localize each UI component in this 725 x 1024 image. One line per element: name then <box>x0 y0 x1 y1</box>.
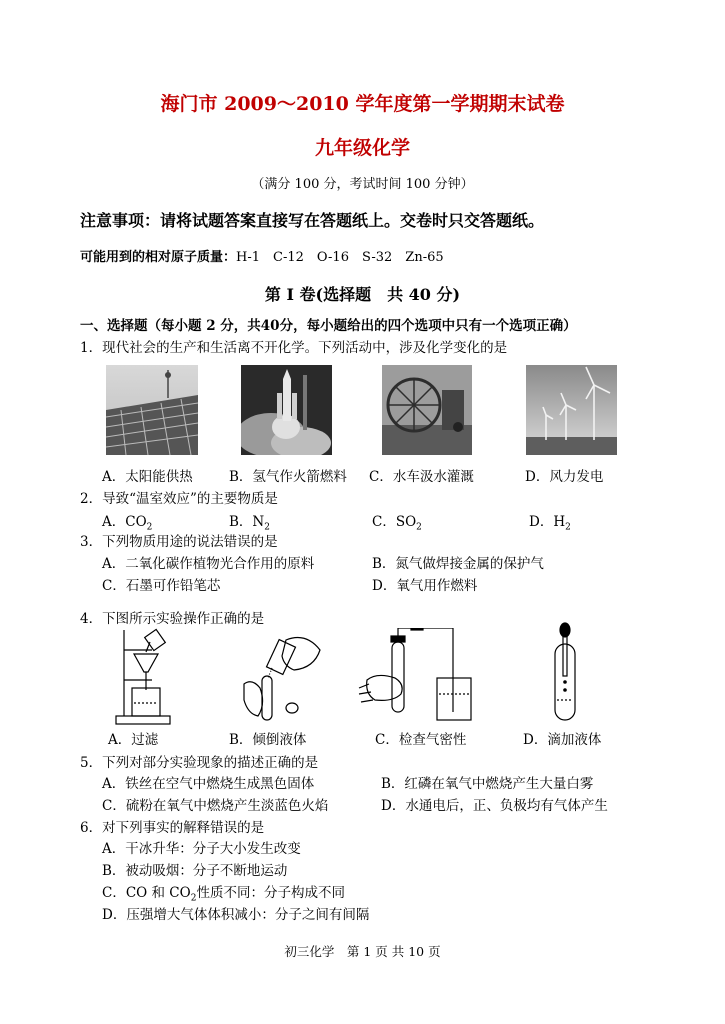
atomic-label: 可能用到的相对原子质量： <box>80 250 237 265</box>
exam-title: 海门市 2009～2010 学年度第一学期期末试卷 <box>160 93 565 115</box>
atomic-masses <box>80 246 444 265</box>
question-4-stem: 4．下图所示实验操作正确的是 <box>80 611 265 627</box>
waterwheel-photo <box>382 365 472 455</box>
q3-option-d: D．氧气用作燃料 <box>372 578 478 594</box>
q6-option-d: D．压强增大气体体积减小：分子之间有间隔 <box>102 907 370 923</box>
q2-option-d-text: D．H <box>529 514 566 530</box>
part-one-heading: 一、选择题（每小题 2 分，共40分，每小题给出的四个选项中只有一个选项正确） <box>80 318 577 334</box>
q6-option-c-sub: 2 <box>190 893 197 904</box>
q4-option-c: C．检查气密性 <box>375 732 467 748</box>
question-3-stem: 3．下列物质用途的说法错误的是 <box>80 534 278 550</box>
q4-option-b: B．倾倒液体 <box>229 732 307 748</box>
rocket-launch-photo <box>241 365 332 455</box>
q6-option-c-text: C．CO 和 CO <box>102 885 191 901</box>
pouring-liquid-drawing <box>238 628 328 726</box>
atomic-values: H-1 C-12 O-16 S-32 Zn-65 <box>236 250 444 265</box>
score-info: （满分 100 分，考试时间 100 分钟） <box>251 177 474 192</box>
q4-option-a: A．过滤 <box>108 732 159 748</box>
question-5-stem: 5．下列对部分实验现象的描述正确的是 <box>80 755 319 771</box>
solar-heater-photo <box>106 365 198 455</box>
q3-option-a: A．二氧化碳作植物光合作用的原料 <box>102 556 315 572</box>
q5-option-c: C．硫粉在氧气中燃烧产生淡蓝色火焰 <box>102 798 329 814</box>
notice: 注意事项：请将试题答案直接写在答题纸上。交卷时只交答题纸。 <box>80 211 545 230</box>
q6-option-b: B．被动吸烟：分子不断地运动 <box>102 863 288 879</box>
q3-option-c: C．石墨可作铅笔芯 <box>102 578 221 594</box>
question-6-stem: 6．对下列事实的解释错误的是 <box>80 820 265 836</box>
q6-option-a: A．干冰升华：分子大小发生改变 <box>102 841 301 857</box>
q5-option-d: D．水通电后，正、负极均有气体产生 <box>381 798 608 814</box>
q2-option-b-text: B．N <box>229 514 265 530</box>
question-1-stem: 1．现代社会的生产和生活离不开化学。下列活动中，涉及化学变化的是 <box>80 340 508 356</box>
q2-option-d <box>529 510 571 533</box>
section-title: 第 I 卷(选择题 共 40 分) <box>264 285 461 304</box>
q1-option-b: B．氢气作火箭燃料 <box>229 469 347 485</box>
q2-option-b-sub: 2 <box>264 522 270 533</box>
page-footer: 初三化学 第 1 页 共 10 页 <box>284 944 441 959</box>
q1-option-c: C．水车汲水灌溉 <box>369 469 474 485</box>
q5-option-a: A．铁丝在空气中燃烧生成黑色固体 <box>102 776 315 792</box>
airtightness-check-drawing <box>357 628 473 726</box>
q2-option-a-text: A．CO <box>102 514 147 530</box>
question-2-stem: 2．导致“温室效应”的主要物质是 <box>80 491 278 507</box>
q2-option-c <box>372 510 422 533</box>
dropping-liquid-drawing <box>545 622 585 726</box>
q1-option-d: D．风力发电 <box>525 469 604 485</box>
filtration-drawing <box>112 628 172 726</box>
q2-option-c-sub: 2 <box>416 522 422 533</box>
q5-option-b: B．红磷在氧气中燃烧产生大量白雾 <box>381 776 594 792</box>
q1-option-a: A．太阳能供热 <box>102 469 193 485</box>
q2-option-c-text: C．SO <box>372 514 417 530</box>
q2-option-a-sub: 2 <box>146 522 153 533</box>
q6-option-c <box>102 881 345 904</box>
q6-option-c-tail: 性质不同：分子构成不同 <box>196 885 345 901</box>
q4-option-d: D．滴加液体 <box>523 732 602 748</box>
q2-option-d-sub: 2 <box>565 522 571 533</box>
wind-turbine-photo <box>526 365 617 455</box>
q3-option-b: B．氮气做焊接金属的保护气 <box>372 556 544 572</box>
exam-subtitle: 九年级化学 <box>314 137 410 159</box>
